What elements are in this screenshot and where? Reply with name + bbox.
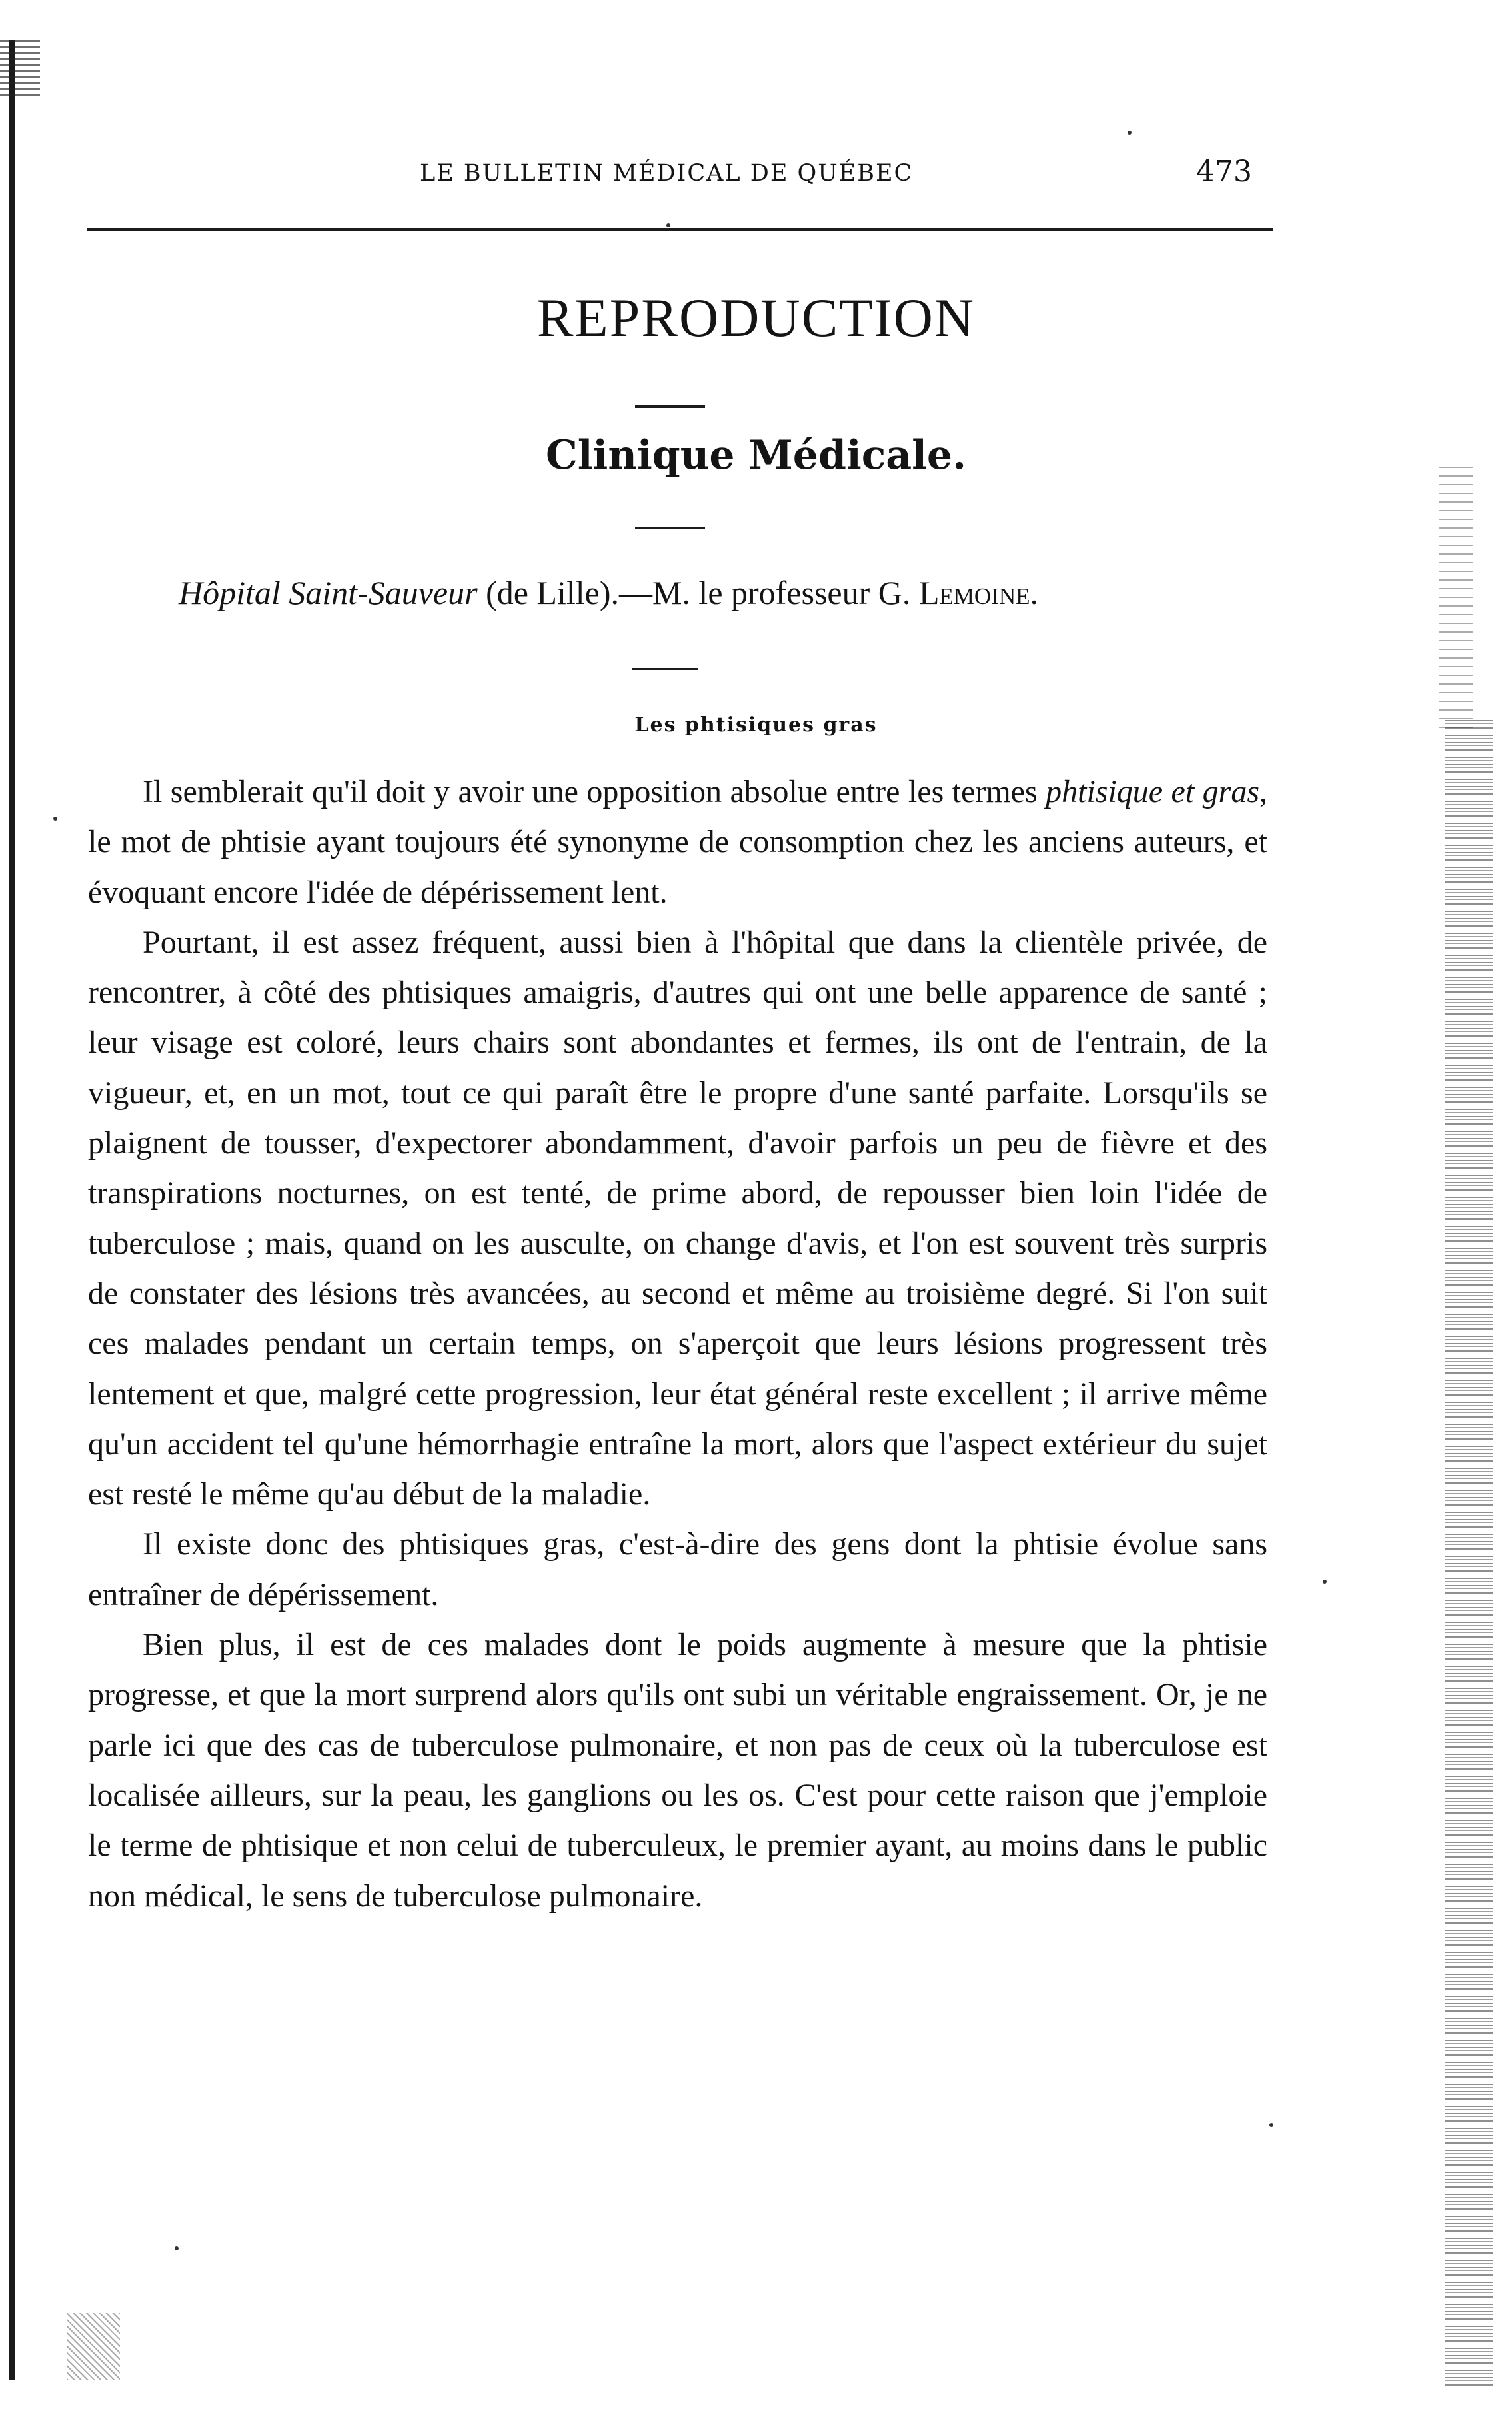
paragraph: Pourtant, il est assez fréquent, aussi bien à l'hôpital que dans la clientèle privée, de rencontrer, à côté des phtisiques amaigris, d'autres qui ont une belle apparence de santé ; leur visage est coloré, leurs chairs sont abondantes et fermes, ils ont de l'entrain, de la vigueur, et, en un mot, tout ce qui paraît être le propre d'une santé parfaite. Lorsqu'ils se plaignent de tousser, d'expectorer abondamment, d'avoir parfois un peu de fièvre et des transpirations nocturnes, on est tenté, de prime abord, de repousser bien loin l'idée de tuberculose ; mais, quand on les ausculte, on change d'avis, et l'on est souvent très surpris de constater des lésions très avancées, au second et même au troisième degré. Si l'on suit ces malades pendant un certain temps, on s'aperçoit que leurs lésions progressent très lentement et que, malgré cette progression, leur état général reste excellent ; il arrive même qu'un accident tel qu'une hémorrhagie entraîne la mort, alors que l'aspect extérieur du sujet est resté le même qu'au début de la maladie. (88, 924, 1267, 1512)
scan-smudge-top-left (0, 40, 40, 100)
lecture-end: . (1030, 574, 1039, 611)
header-rule (87, 228, 1273, 231)
scan-edge-noise-right-upper (1439, 467, 1473, 733)
scan-speck (666, 223, 670, 227)
running-header (87, 152, 1273, 192)
divider-rule (635, 405, 705, 408)
scan-speck (53, 817, 57, 821)
paragraph-rest: , le mot de phtisie ayant toujours été synonyme de consomption chez les anciens auteurs, et évoquant encore l'idée de dépérissement lent. (88, 774, 1268, 910)
lecture-attribution (179, 573, 1038, 612)
section-title: REPRODUCTION (536, 287, 976, 348)
paragraph: Bien plus, il est de ces malades dont le poids augmente à mesure que la phtisie progresse, et que la mort surprend alors qu'ils ont subi un véritable engraissement. Or, je ne parle ici que des cas de tuberculose pulmonaire, et non pas de ceux où la tuberculose est localisée ailleurs, sur la peau, les ganglions ou les os. C'est pour cette raison que j'emploie le terme de phtisique et non celui de tuberculeux, le premier ayant, au moins dans le public non médical, le sens de tuberculose pulmonaire. (88, 1627, 1267, 1914)
scan-speck (175, 2246, 179, 2250)
paragraph (88, 767, 1267, 917)
scan-smudge-bottom-left (67, 2313, 120, 2380)
article-body (88, 767, 1267, 1921)
section-subtitle: Clinique Médicale. (546, 432, 966, 479)
hospital-name: Hôpital Saint-Sauveur (179, 574, 478, 611)
scan-speck (1128, 131, 1132, 135)
italic-terms: phtisique et gras (1046, 774, 1260, 809)
divider-rule (635, 527, 705, 529)
scan-edge-noise-right (1445, 720, 1493, 2386)
paragraph: Il existe donc des phtisiques gras, c'est-à-dire des gens dont la phtisie évolue sans entraîner de dépérissement. (88, 1526, 1267, 1612)
scan-speck (1323, 1580, 1327, 1584)
divider-rule (632, 668, 698, 670)
article-title: Les phtisiques gras (634, 713, 878, 737)
paragraph-lead: Il semblerait qu'il doit y avoir une opposition absolue entre les termes (143, 774, 1046, 809)
professor-name: Lemoine (918, 574, 1030, 611)
scan-binding-edge (9, 40, 15, 2380)
page-number: 473 (1196, 155, 1252, 189)
running-title: LE BULLETIN MÉDICAL DE QUÉBEC (420, 160, 914, 187)
scan-speck (1269, 2123, 1273, 2127)
lecture-city: (de Lille).—M. le professeur G. (477, 574, 919, 611)
